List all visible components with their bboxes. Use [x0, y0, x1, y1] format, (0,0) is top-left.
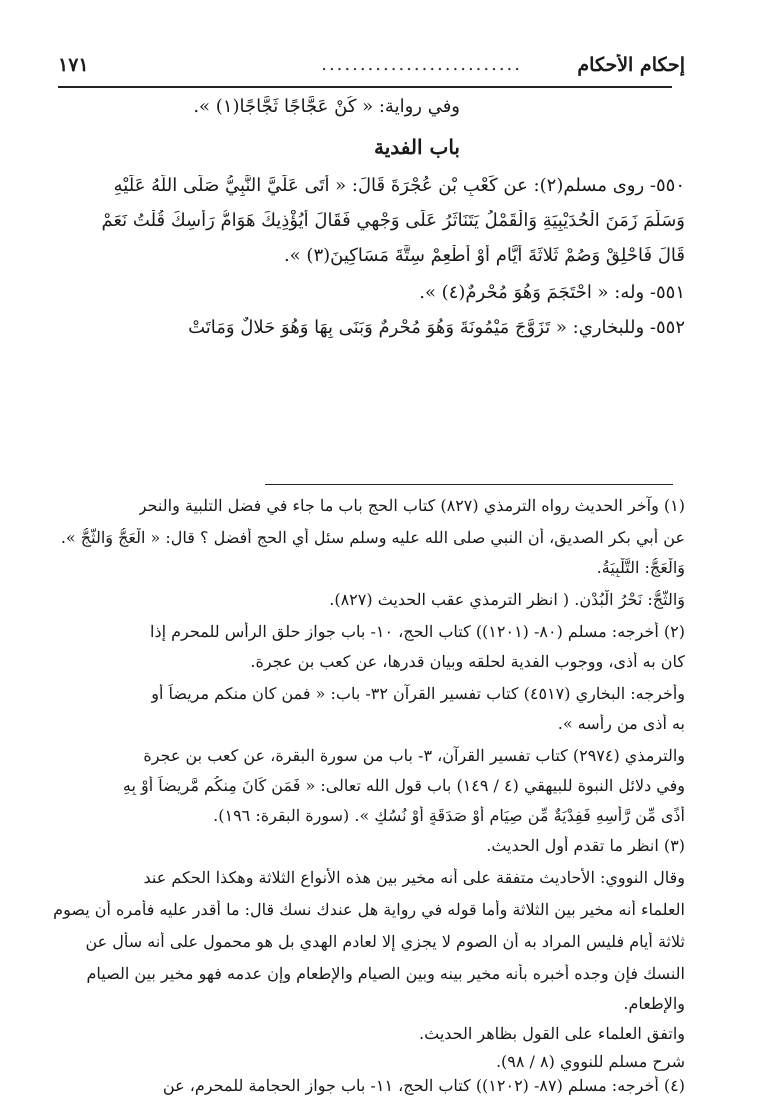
- footnote-2-line-7: أَذًى مِّن رَّأْسِهِ فَفِدْيَةٌ مِّن صِيَامٍ أَوْ صَدَقَةٍ أَوْ نُسُكٍ ». (سورة البقرة: ١٩٦).: [213, 806, 685, 825]
- footnote-1-line-2: عن أبي بكر الصديق، أن النبي صلى الله عليه وسلم سئل أي الحج أفضل ؟ قال: « الْعَجُّ وَالثَّجُّ ».: [60, 528, 685, 547]
- hadith-550-line-1: ٥٥٠- روى مسلم(٢): عن كَعْبِ بْنِ عُجْرَةَ قَالَ: « أَتَى عَلَيَّ النَّبِيُّ صَلَّى اللَّهُ عَلَيْهِ: [113, 175, 685, 196]
- footnote-1-line-1: (١) وآخر الحديث رواه الترمذي (٨٢٧) كتاب الحج باب ما جاء في فضل التلبية والنحر: [138, 496, 685, 515]
- footnote-1-line-3: وَالْعَجُّ: التَّلْبِيَةُ.: [596, 558, 685, 577]
- footnote-separator: [265, 484, 673, 485]
- running-header-dots: ..........................: [321, 54, 522, 75]
- footnote-3-line-8: شرح مسلم للنووي (٨ / ٩٨).: [495, 1052, 685, 1071]
- page-number: ١٧١: [58, 54, 89, 76]
- footnote-3-line-4: ثلاثة أيام فليس المراد به أن الصوم لا يجزي إلا لعادم الهدي بل هو محمول على أنه سأل عن: [85, 932, 685, 951]
- hadith-552: ٥٥٢- وللبخاري: « تَزَوَّجَ مَيْمُونَةَ وَهُوَ مُحْرِمٌ وَبَنَى بِهَا وَهُوَ حَلالٌ وَمَاتَتْ: [188, 317, 685, 338]
- header-rule: [58, 86, 672, 88]
- footnote-2-line-6: وفي دلائل النبوة للبيهقي (٤ / ١٤٩) باب قول الله تعالى: « فَمَن كَانَ مِنكُم مَّرِيضاً أَوْ بِهِ: [122, 776, 685, 795]
- footnote-1-line-4: وَالثَّجُّ: نَحْرُ الْبُدْنِ. ( انظر الترمذي عقب الحديث (٨٢٧).: [329, 590, 685, 609]
- footnote-3-line-3: العلماء أنه مخير بين الثلاثة وأما قوله في رواية هل عندك نسك قال: ما أقدر عليه فأمره أن يصوم: [53, 900, 685, 919]
- hadith-550-line-3: قَالَ فَاحْلِقْ وَصُمْ ثَلاثَةَ أَيَّامٍ أَوْ أَطْعِمْ سِتَّةَ مَسَاكِينَ(٣) ».: [283, 245, 685, 266]
- footnote-2-line-3: وأخرجه: البخاري (٤٥١٧) كتاب تفسير القرآن ٣٢- باب: « فمن كان منكم مريضاً أو: [151, 684, 685, 703]
- footnote-3-line-7: واتفق العلماء على القول بظاهر الحديث.: [419, 1024, 685, 1043]
- section-heading: باب الفدية: [373, 135, 460, 159]
- hadith-550-line-2: وَسَلَّمَ زَمَنَ الْحُدَيْبِيَةِ وَالْقَمْلُ يَتَنَاثَرُ عَلَى وَجْهِي فَقَالَ أَيُؤْذِيكَ هَوَامُّ رَأْسِكَ قُلْتُ نَعَمْ: [101, 210, 685, 231]
- variant-narration-line: وفي رواية: « كُنْ عَجَّاجًا ثَجَّاجًا(١) ».: [193, 96, 460, 117]
- footnote-4-line-1: (٤) أخرجه: مسلم (٨٧- (١٢٠٢)) كتاب الحج، ١١- باب جواز الحجامة للمحرم، عن: [162, 1076, 685, 1095]
- running-header-title: إحكام الأحكام: [577, 54, 685, 76]
- footnote-3-line-6: والإطعام.: [623, 994, 685, 1013]
- footnote-2-line-4: به أذى من رأسه ».: [557, 714, 685, 733]
- footnote-3-line-5: النسك فإن وجده أخبره بأنه مخير بينه وبين الصيام والإطعام وإن عدمه فهو مخير بين الصيام: [86, 964, 685, 983]
- footnote-3-line-2: وقال النووي: الأحاديث متفقة على أنه مخير بين هذه الأنواع الثلاثة وهكذا الحكم عند: [143, 868, 685, 887]
- hadith-551: ٥٥١- وله: « احْتَجَمَ وَهُوَ مُحْرِمٌ(٤) ».: [419, 282, 685, 303]
- footnote-2-line-5: والترمذي (٢٩٧٤) كتاب تفسير القرآن، ٣- باب من سورة البقرة، عن كعب بن عجرة: [143, 746, 685, 765]
- footnote-3-line-1: (٣) انظر ما تقدم أول الحديث.: [486, 836, 685, 855]
- footnote-2-line-1: (٢) أخرجه: مسلم (٨٠- (١٢٠١)) كتاب الحج، ١٠- باب جواز حلق الرأس للمحرم إذا: [150, 622, 685, 641]
- footnote-2-line-2: كان به أذى، ووجوب الفدية لحلقه وبيان قدرها، عن كعب بن عجرة.: [250, 652, 685, 671]
